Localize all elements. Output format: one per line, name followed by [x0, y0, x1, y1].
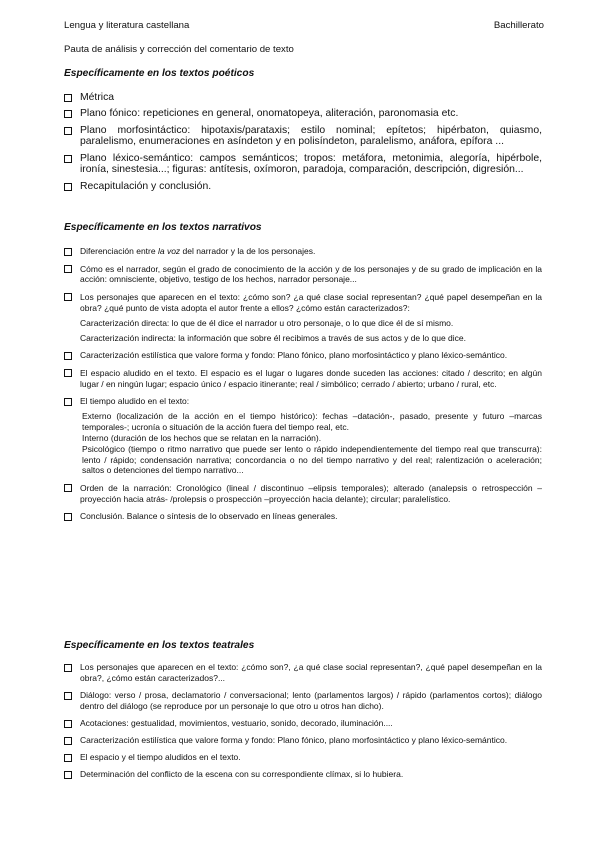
item-text: Caracterización estilística que valore forma y fondo: Plano fónico, plano morfosintáctico y plano léxico-semántico.	[80, 735, 508, 746]
checklist-item	[64, 752, 542, 763]
item-text: Orden de la narración: Cronológico (lineal / discontinuo –elipsis temporales); alterado (analepsis o retrospección –proyección hacia atrás- /prolepsis o prospección –proyección hacia delante); circular; paralelístico.	[80, 482, 542, 504]
narrative-checklist	[64, 246, 542, 529]
item-subtext: Psicológico (tiempo o ritmo narrativo que puede ser lento o rápido independientemente del tiempo real que transcurra): lento / rápido; condensación narrativa; concordancia o no del tiempo narrativo y del real; ralentización o aceleración; saltos o detenciones del tiempo narrativo...	[82, 443, 542, 476]
checklist-item	[64, 662, 542, 684]
checklist-item	[64, 396, 542, 476]
checklist-item	[64, 690, 542, 712]
checkbox[interactable]	[64, 664, 72, 672]
item-text: Recapitulación y conclusión.	[80, 180, 212, 192]
item-text: Plano léxico-semántico: campos semánticos; tropos: metáfora, metonimia, alegoría, hipérbole, ironía, sinestesia...; figuras: antítesis, oxímoron, paradoja, comparación, descripción, digresión...	[80, 152, 542, 176]
checklist-item	[64, 108, 542, 120]
checkbox[interactable]	[64, 369, 72, 377]
item-text: Los personajes que aparecen en el texto: ¿cómo son?, ¿a qué clase social representan?, ¿qué papel desempeñan en la obra?, ¿cómo están caracterizados?...	[80, 662, 542, 683]
item-text: Cómo es el narrador, según el grado de conocimiento de la acción y de los personajes y de su grado de implicación en la acción: omnisciente, objetivo, testigo de los hechos, narrador personaje...	[80, 263, 542, 285]
checklist-item	[64, 153, 542, 176]
checkbox[interactable]	[64, 484, 72, 492]
item-text: Diferenciación entre	[80, 246, 158, 256]
checkbox[interactable]	[64, 155, 72, 163]
checkbox[interactable]	[64, 352, 72, 360]
item-subtext: Caracterización indirecta: la información que sobre él recibimos a través de sus actos y de lo que dice.	[80, 332, 466, 343]
checklist-item	[64, 769, 542, 780]
item-text: Conclusión. Balance o síntesis de lo observado en líneas generales.	[80, 511, 338, 522]
item-text: El espacio aludido en el texto. El espacio es el lugar o lugares donde suceden las acciones: citado / descrito; en algún lugar / en ningún lugar; espacio único / espacio itinerante; real / simbólico; cerrado / abierto; urbano / rural, etc.	[80, 367, 542, 389]
checkbox[interactable]	[64, 398, 72, 406]
header-level: Bachillerato	[493, 20, 544, 31]
checkbox[interactable]	[64, 183, 72, 191]
item-text: del narrador y la de los personajes.	[180, 246, 316, 256]
document-subtitle: Pauta de análisis y corrección del comentario de texto	[64, 44, 294, 55]
section-title-narrative: Específicamente en los textos narrativos	[64, 222, 262, 233]
poetic-checklist	[64, 92, 542, 197]
checklist-item	[64, 511, 542, 522]
checklist-item	[64, 292, 542, 344]
checkbox[interactable]	[64, 737, 72, 745]
checklist-item	[64, 125, 542, 148]
item-text: Caracterización estilística que valore forma y fondo: Plano fónico, plano morfosintáctico y plano léxico-semántico.	[80, 350, 508, 361]
checkbox[interactable]	[64, 754, 72, 762]
checklist-item	[64, 92, 542, 104]
checkbox[interactable]	[64, 265, 72, 273]
header-subject: Lengua y literatura castellana	[64, 20, 190, 31]
checkbox[interactable]	[64, 692, 72, 700]
checkbox[interactable]	[64, 110, 72, 118]
item-text-emphasis: la voz	[157, 246, 181, 256]
checkbox[interactable]	[64, 127, 72, 135]
checklist-item	[64, 718, 542, 729]
checkbox[interactable]	[64, 513, 72, 521]
item-subtext: Caracterización directa: lo que de él dice el narrador u otro personaje, o lo que dice él de sí mismo.	[80, 317, 454, 328]
theatre-checklist	[64, 662, 542, 786]
checklist-item	[64, 483, 542, 505]
item-text: Métrica	[80, 92, 115, 103]
checkbox[interactable]	[64, 293, 72, 301]
checkbox[interactable]	[64, 94, 72, 102]
item-subtext: Interno (duración de los hechos que se relatan en la narración).	[82, 432, 322, 443]
item-text: Acotaciones: gestualidad, movimientos, vestuario, sonido, decorado, iluminación....	[80, 718, 393, 728]
item-text: El tiempo aludido en el texto:	[80, 396, 190, 407]
item-text: El espacio y el tiempo aludidos en el texto.	[80, 752, 241, 763]
item-text: Plano morfosintáctico: hipotaxis/parataxis; estilo nominal; epítetos; hipérbaton, quiasmo, paralelismo, enumeraciones en asíndeton y en polisíndeton, paralelismo, anáfora, epífora ...	[80, 124, 542, 148]
checkbox[interactable]	[64, 720, 72, 728]
checklist-item	[64, 264, 542, 286]
checklist-item	[64, 735, 542, 746]
checkbox[interactable]	[64, 248, 72, 256]
checklist-item	[64, 181, 542, 193]
item-text: Determinación del conflicto de la escena con su correspondiente clímax, si lo hubiera.	[80, 769, 404, 780]
item-subtext: Externo (localización de la acción en el tiempo histórico): fechas –datación-, pasado, presente y futuro –marcas temporales-; ucronía o situación de la acción fuera del tiempo real, etc.	[82, 410, 542, 432]
checkbox[interactable]	[64, 771, 72, 779]
checklist-item	[64, 368, 542, 390]
checklist-item	[64, 350, 542, 361]
item-text: Los personajes que aparecen en el texto: ¿cómo son? ¿a qué clase social representan? ¿qué papel desempeñan en la obra? ¿qué punto de vista adopta el autor frente a ellos? ¿cómo están caracterizados?:	[80, 291, 542, 313]
section-title-theatre: Específicamente en los textos teatrales	[64, 640, 255, 651]
checklist-item	[64, 246, 542, 257]
item-text: Plano fónico: repeticiones en general, onomatopeya, aliteración, paronomasia etc.	[80, 108, 459, 120]
section-title-poetic: Específicamente en los textos poéticos	[64, 68, 255, 79]
item-text: Diálogo: verso / prosa, declamatorio / conversacional; lento (parlamentos largos) / rápido (parlamentos cortos); diálogo dentro del diálogo (se reproduce por un personaje lo que otro u otros han dicho).	[80, 690, 542, 711]
